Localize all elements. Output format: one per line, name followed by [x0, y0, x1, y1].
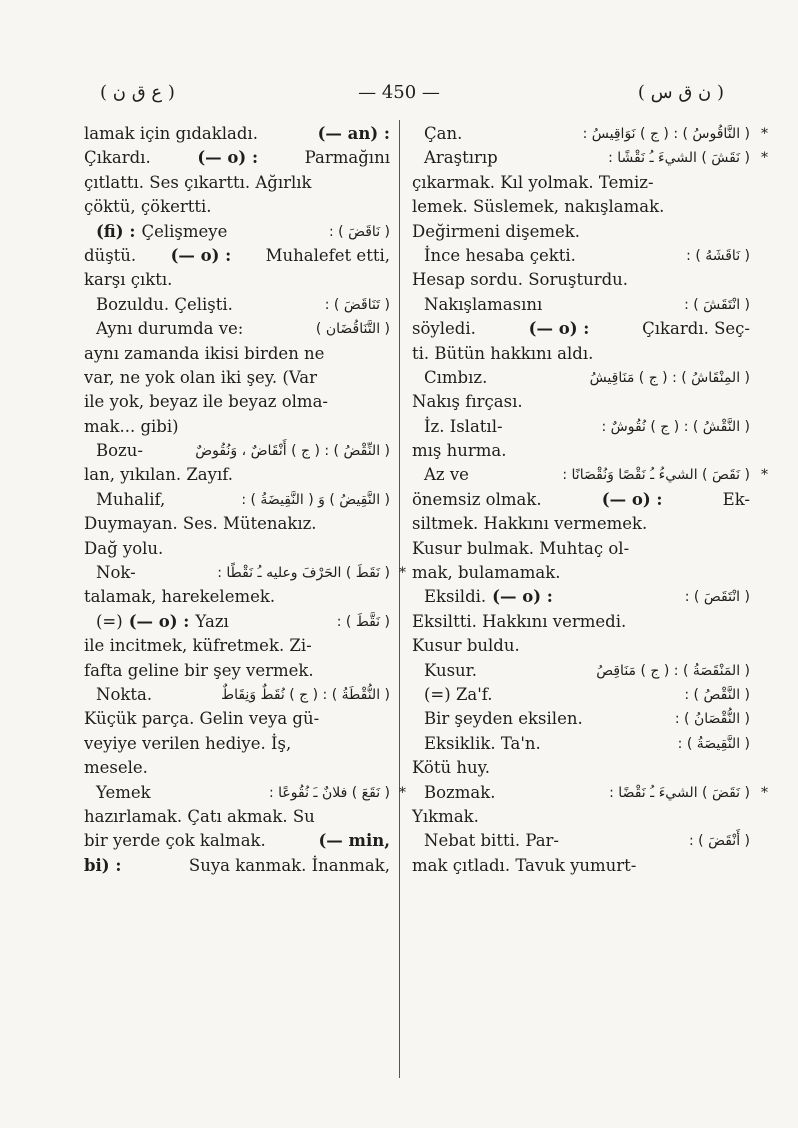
- text-line: [412, 488, 750, 512]
- text-line: [412, 585, 750, 609]
- text-line: [84, 488, 390, 512]
- line-text: Nebat bitti. Par-: [424, 831, 560, 851]
- arabic-headword: ( نَقَضَ ) الشيءَ ـُ نَقْضًا :: [609, 784, 750, 801]
- text-line: [412, 415, 750, 439]
- arabic-headword: ( نَقَصَ ) الشيءُ ـُ نَقْصًا وَنُقْصَانًا :: [562, 467, 750, 484]
- text-line: [412, 732, 750, 756]
- new-root-star: *: [761, 467, 768, 484]
- arabic-headword: ( انْتَقَشَ ) :: [684, 296, 750, 313]
- text-line: [84, 732, 390, 756]
- text-line: [412, 122, 768, 146]
- line-text: Bozuldu. Çelişti.: [96, 294, 233, 314]
- text-line: [412, 268, 750, 292]
- arabic-headword: ( النَّقِيضُ ) وَ ( النَّقِيضَةُ ) :: [241, 491, 390, 508]
- arabic-headword: ( نَقَعَ ) فلانٌ ـَ نُقُوعًا :: [268, 784, 390, 801]
- line-text: ti. Bütün hakkını aldı.: [412, 343, 594, 363]
- line-text: çıkarmak. Kıl yolmak. Temiz-: [412, 172, 654, 192]
- text-line: [412, 171, 750, 195]
- text-line: [412, 805, 750, 829]
- text-line: [412, 220, 750, 244]
- text-line: [84, 146, 390, 170]
- line-text: siltmek. Hakkını vermemek.: [412, 514, 648, 534]
- line-text: (=) Za'f.: [424, 684, 493, 704]
- arabic-headword: ( النِّقْضُ ) : ( ج ) أَنْقَاضٌ ، وَنُقُوضٌ: [195, 443, 390, 460]
- line-text: karşı çıktı.: [84, 270, 173, 290]
- line-text: Aynı durumda ve:: [96, 319, 244, 339]
- line-text: (=): [96, 611, 123, 631]
- new-root-star: *: [399, 784, 406, 801]
- text-line: [84, 293, 390, 317]
- line-text: Kusur bulmak. Muhtaç ol-: [412, 538, 630, 558]
- line-text: Muhalif,: [96, 489, 166, 509]
- line-text: Kusur buldu.: [412, 636, 520, 656]
- text-line: [412, 439, 750, 463]
- new-root-star: *: [761, 150, 768, 167]
- text-line: [412, 829, 750, 853]
- text-line: [412, 512, 750, 536]
- line-text: lan, yıkılan. Zayıf.: [84, 465, 233, 485]
- text-line: [84, 707, 390, 731]
- line-text: mesele.: [84, 758, 148, 778]
- line-text: Hesap sordu. Soruşturdu.: [412, 270, 629, 290]
- line-text: Değirmeni dişemek.: [412, 221, 581, 241]
- arabic-headword: ( النَّقْشُ ) : ( ج ) نُقُوشٌ :: [601, 418, 750, 435]
- line-text: fafta geline bir şey vermek.: [84, 660, 314, 680]
- line-text: çıtlattı. Ses çıkarttı. Ağırlık: [84, 172, 312, 192]
- arabic-headword: ( النَّقِيصَةُ ) :: [677, 735, 750, 752]
- text-line: [412, 756, 750, 780]
- line-text: İz. Islatıl-: [424, 416, 503, 436]
- line-text: Yemek: [96, 782, 151, 802]
- line-text: Çıkardı.: [84, 148, 151, 168]
- text-line: [84, 439, 390, 463]
- arabic-headword: ( المَنْقَصَةُ ) : ( ج ) مَنَاقِصُ: [596, 662, 750, 679]
- grammar-marker: bi) :: [84, 855, 122, 875]
- line-text: çöktü, çökertti.: [84, 197, 212, 217]
- line-text: Dağ yolu.: [84, 538, 164, 558]
- line-text: Bozmak.: [424, 782, 496, 802]
- text-line: [84, 683, 390, 707]
- line-text: Duymayan. Ses. Mütenakız.: [84, 514, 317, 534]
- text-line: [412, 366, 750, 390]
- text-line: [412, 634, 750, 658]
- text-line: [412, 146, 768, 170]
- left-column: [84, 122, 406, 878]
- arabic-headword: ( نَاقَشَهُ ) :: [686, 247, 750, 264]
- grammar-marker: (— min,: [318, 831, 390, 851]
- text-line: [84, 610, 390, 634]
- line-text: Cımbız.: [424, 367, 488, 387]
- line-text: Nakış fırçası.: [412, 392, 523, 412]
- line-text: Eksiltti. Hakkını vermedi.: [412, 611, 627, 631]
- line-text: bir yerde çok kalmak.: [84, 831, 266, 851]
- new-root-star: *: [761, 784, 768, 801]
- text-line: [84, 854, 390, 878]
- grammar-marker: (— o) :: [492, 587, 553, 607]
- line-text-continued: Ek-: [722, 489, 750, 509]
- arabic-headword: ( النَّاقُوسُ ) : ( ج ) نَوَاقِيسُ :: [582, 126, 750, 142]
- page-header: [0, 82, 798, 112]
- text-line: [412, 195, 750, 219]
- grammar-marker: (— o) :: [128, 611, 190, 631]
- line-text-continued: Çıkardı. Seç-: [642, 319, 750, 339]
- line-text: söyledi.: [412, 319, 476, 339]
- text-line: [412, 854, 750, 878]
- line-text: İnce hesaba çekti.: [424, 245, 576, 265]
- text-line: [84, 268, 390, 292]
- arabic-headword: ( النُّقْطَةُ ) : ( ج ) نُقَطٌ وَنِقَاطٌ: [221, 686, 390, 703]
- text-line: [84, 756, 390, 780]
- arabic-headword: ( المِنْقَاشُ ) : ( ج ) مَنَاقِيشُ: [589, 369, 750, 386]
- arabic-headword: ( نَقَشَ ) الشيءَ ـُ نَقْشًا :: [608, 150, 750, 167]
- text-line: [84, 171, 390, 195]
- text-line: [84, 634, 390, 658]
- text-line: [412, 683, 750, 707]
- line-text-continued: Yazı: [195, 611, 229, 631]
- line-text: mak çıtladı. Tavuk yumurt-: [412, 855, 637, 875]
- text-line: [412, 342, 750, 366]
- header-left-root: ( ع ق ن ): [100, 82, 175, 103]
- line-text: Küçük parça. Gelin veya gü-: [84, 709, 320, 729]
- line-text: Nakışlamasını: [424, 294, 543, 314]
- new-root-star: *: [761, 125, 768, 142]
- line-text: Az ve: [424, 465, 469, 485]
- arabic-headword: ( انْتَقَصَ ) :: [684, 589, 750, 606]
- arabic-headword: ( تَنَاقَضَ ) :: [324, 296, 390, 313]
- line-text-continued: Parmağını: [304, 148, 390, 168]
- arabic-headword: ( التَّنَاقُضَان ): [315, 321, 390, 338]
- text-line: [84, 561, 406, 585]
- text-line: [84, 366, 390, 390]
- line-text: Kusur.: [424, 660, 478, 680]
- text-line: [412, 561, 750, 585]
- text-line: [412, 781, 768, 805]
- line-text: Kötü huy.: [412, 758, 490, 778]
- line-text: Nok-: [96, 563, 136, 583]
- text-line: [412, 537, 750, 561]
- text-line: [84, 537, 390, 561]
- line-text: hazırlamak. Çatı akmak. Su: [84, 806, 315, 826]
- text-line: [412, 610, 750, 634]
- line-text: var, ne yok olan iki şey. (Var: [84, 367, 317, 387]
- text-line: [412, 293, 750, 317]
- line-text: Bir şeyden eksilen.: [424, 709, 583, 729]
- line-text-continued: Muhalefet etti,: [265, 245, 390, 265]
- line-text: mak... gibi): [84, 416, 179, 436]
- line-text: talamak, harekelemek.: [84, 587, 276, 607]
- grammar-marker: (— o) :: [601, 489, 663, 509]
- text-line: [84, 659, 390, 683]
- page-number: — 450 —: [358, 82, 440, 103]
- column-divider: [399, 120, 400, 1078]
- text-line: [412, 244, 750, 268]
- text-line: [84, 829, 390, 853]
- grammar-marker: (— o) :: [170, 245, 232, 265]
- arabic-headword: ( نَاقَضَ ) :: [329, 223, 390, 240]
- text-line: [412, 463, 768, 487]
- text-line: [84, 195, 390, 219]
- text-line: [84, 781, 406, 805]
- new-root-star: *: [399, 565, 406, 582]
- line-text: ile incitmek, küfretmek. Zi-: [84, 636, 312, 656]
- line-text: Çan.: [424, 124, 463, 143]
- arabic-headword: ( نَقَّطَ ) :: [336, 613, 390, 630]
- text-line: [84, 463, 390, 487]
- text-line: [84, 805, 390, 829]
- grammar-marker: (— an) :: [317, 124, 390, 143]
- line-text: mış hurma.: [412, 441, 507, 461]
- text-line: [412, 317, 750, 341]
- line-text: düştü.: [84, 245, 137, 265]
- line-text: lemek. Süslemek, nakışlamak.: [412, 197, 665, 217]
- text-line: [412, 707, 750, 731]
- line-text: ile yok, beyaz ile beyaz olma-: [84, 392, 328, 412]
- grammar-marker: (— o) :: [197, 148, 259, 168]
- arabic-headword: ( أَنْقَضَ ) :: [688, 833, 750, 850]
- line-text: aynı zamanda ikisi birden ne: [84, 343, 325, 363]
- text-line: [84, 342, 390, 366]
- line-text-continued: Çelişmeye: [141, 221, 228, 241]
- text-line: [84, 415, 390, 439]
- line-text: Nokta.: [96, 684, 153, 704]
- text-line: [84, 390, 390, 414]
- line-text: lamak için gıdakladı.: [84, 124, 258, 143]
- line-text: Bozu-: [96, 441, 143, 461]
- line-text: Yıkmak.: [412, 806, 479, 826]
- line-text: Eksiklik. Ta'n.: [424, 733, 541, 753]
- arabic-headword: ( النَّقْصُ ) :: [684, 686, 750, 703]
- text-line: [84, 585, 390, 609]
- arabic-headword: ( نَقَطَ ) الحَرْفَ وعليه ـُ نَقْطًا :: [217, 565, 390, 582]
- text-line: [412, 659, 750, 683]
- text-line: [84, 244, 390, 268]
- grammar-marker: (— o) :: [528, 319, 590, 339]
- text-line: [412, 390, 750, 414]
- right-column: [412, 122, 768, 878]
- text-line: [84, 122, 390, 146]
- text-line: [84, 220, 390, 244]
- text-line: [84, 317, 390, 341]
- line-text: Araştırıp: [424, 148, 498, 168]
- line-text: Eksildi.: [424, 587, 487, 607]
- text-line: [84, 512, 390, 536]
- grammar-marker: (fi) :: [96, 221, 136, 241]
- line-text: mak, bulamamak.: [412, 563, 561, 583]
- line-text-continued: Suya kanmak. İnanmak,: [188, 855, 390, 875]
- header-right-root: ( ن ق س ): [637, 82, 724, 103]
- line-text: veyiye verilen hediye. İş,: [84, 733, 292, 753]
- arabic-headword: ( النُّقْصَانُ ) :: [674, 711, 750, 728]
- line-text: önemsiz olmak.: [412, 489, 542, 509]
